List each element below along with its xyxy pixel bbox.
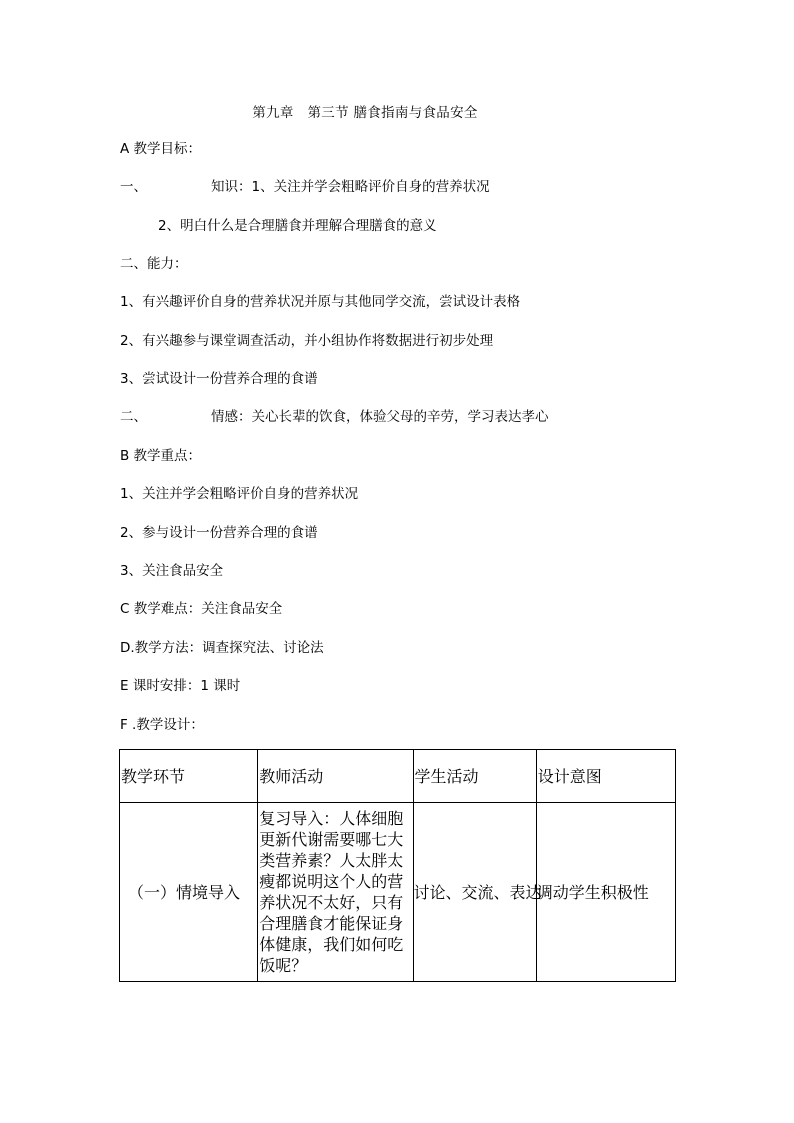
table-row xyxy=(120,803,676,982)
page-title: 第九章 第三节 膳食指南与食品安全 xyxy=(252,105,478,121)
goal-ability-heading: 二、能力： xyxy=(120,256,188,272)
goal-knowledge xyxy=(120,178,490,196)
ability-item-1: 1、有兴趣评价自身的营养状况并原与其他同学交流，尝试设计表格 xyxy=(120,294,521,310)
table-header-row xyxy=(120,750,676,803)
goal-emotion-text: 情感：关心长辈的饮食，体验父母的辛劳，学习表达孝心 xyxy=(211,409,549,425)
cell-student: 讨论、交流、表达 xyxy=(413,803,536,982)
key-point-2: 2、参与设计一份营养合理的食谱 xyxy=(120,525,318,541)
goal-knowledge-prefix: 一、 xyxy=(120,179,147,195)
teaching-design-table xyxy=(119,749,676,982)
ability-item-2: 2、有兴趣参与课堂调查活动，并小组协作将数据进行初步处理 xyxy=(120,333,494,349)
header-teacher: 教师活动 xyxy=(258,750,413,803)
section-f-design: F .教学设计： xyxy=(120,717,204,733)
goal-knowledge-2: 2、明白什么是合理膳食并理解合理膳食的意义 xyxy=(158,218,437,234)
key-point-3: 3、关注食品安全 xyxy=(120,563,224,579)
goal-emotion xyxy=(120,408,549,426)
section-d-method: D.教学方法：调查探究法、讨论法 xyxy=(120,640,324,656)
header-stage: 教学环节 xyxy=(120,750,258,803)
key-point-1: 1、关注并学会粗略评价自身的营养状况 xyxy=(120,486,359,502)
header-intent: 设计意图 xyxy=(536,750,675,803)
section-a-heading: A 教学目标： xyxy=(120,141,202,157)
cell-stage: （一）情境导入 xyxy=(120,803,258,982)
cell-teacher: 复习导入：人体细胞更新代谢需要哪七大类营养素？人太胖太瘦都说明这个人的营养状况不太好，只有合理膳食才能保证身体健康，我们如何吃饭呢？ xyxy=(258,803,413,982)
ability-item-3: 3、尝试设计一份营养合理的食谱 xyxy=(120,371,318,387)
goal-emotion-prefix: 二、 xyxy=(120,409,147,425)
cell-intent: 调动学生积极性 xyxy=(536,803,675,982)
section-b-heading: B 教学重点： xyxy=(120,448,202,464)
header-student: 学生活动 xyxy=(413,750,536,803)
section-c-difficulty: C 教学难点：关注食品安全 xyxy=(120,601,283,617)
section-e-schedule: E 课时安排：1 课时 xyxy=(120,678,241,694)
goal-knowledge-text: 知识：1、关注并学会粗略评价自身的营养状况 xyxy=(211,179,490,195)
